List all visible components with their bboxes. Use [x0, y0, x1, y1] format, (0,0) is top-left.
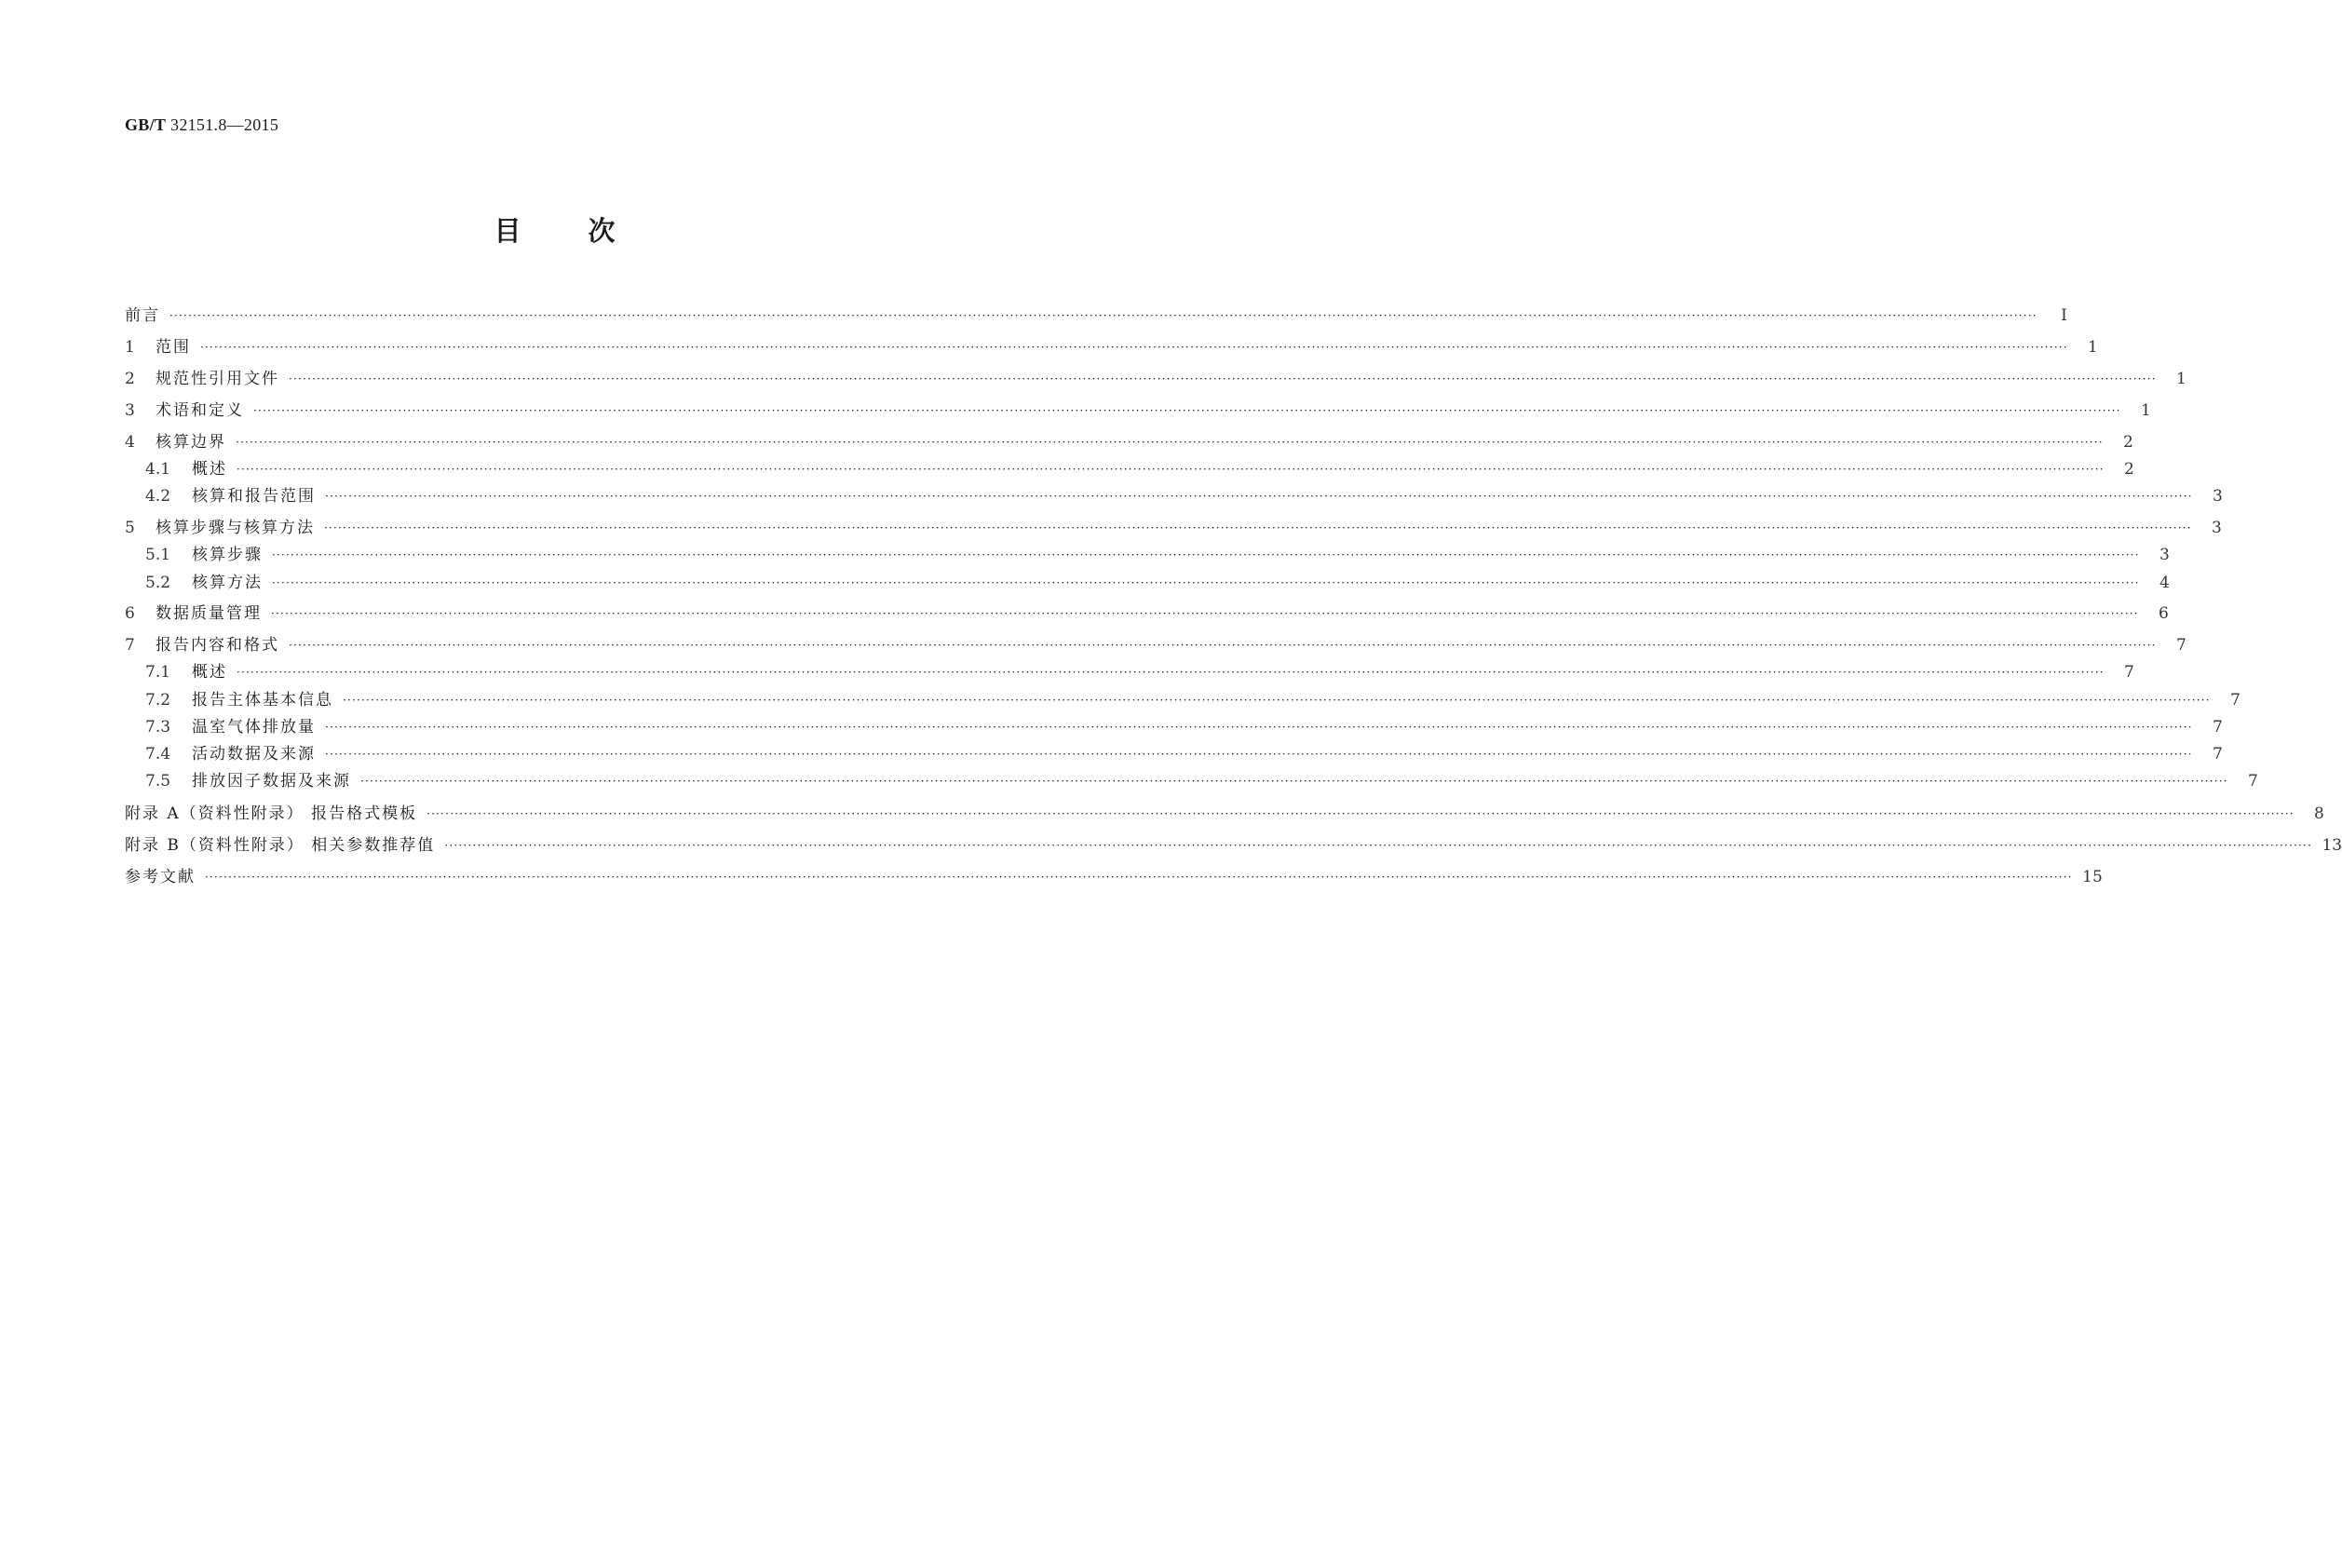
toc-entry-number: 4 — [125, 433, 135, 452]
toc-entry-page: 3 — [2211, 519, 2222, 537]
toc-entry-page: 8 — [2314, 804, 2324, 823]
toc-leader-dots: ················································································································································································································································································································································································································ — [200, 341, 2068, 354]
toc-leader-dots: ················································································································································································································································································································································································································ — [271, 607, 2139, 620]
toc-entry[interactable] — [125, 367, 2186, 389]
toc-entry-label: 核算和报告范围 — [192, 487, 316, 506]
toc-entry[interactable] — [125, 457, 2134, 480]
toc-entry[interactable] — [125, 660, 2134, 683]
toc-entry-number: 1 — [125, 338, 135, 357]
toc-entry-page: 2 — [2122, 433, 2133, 452]
toc-entry[interactable] — [125, 304, 2067, 326]
toc-leader-dots: ················································································································································································································································································································································································································ — [289, 639, 2157, 652]
toc-entry-page: 6 — [2158, 604, 2169, 623]
toc-entry[interactable] — [125, 543, 2170, 565]
toc-entry[interactable] — [125, 833, 2342, 856]
toc-leader-dots: ················································································································································································································································································································································································································ — [360, 775, 2228, 788]
toc-entry-label: 核算步骤与核算方法 — [156, 519, 315, 537]
toc-entry-label: 附录 B（资料性附录） 相关参数推荐值 — [125, 836, 436, 855]
toc-entry-label: 核算步骤 — [192, 546, 263, 564]
toc-leader-dots: ················································································································································································································································································································································································································ — [324, 521, 2192, 534]
toc-entry-label: 术语和定义 — [156, 401, 244, 420]
toc-entry-page: 7 — [2212, 745, 2223, 764]
toc-entry-label: 活动数据及来源 — [192, 745, 316, 764]
toc-entry-number: 4.1 — [145, 460, 171, 479]
toc-entry-page: 1 — [2175, 370, 2186, 388]
toc-leader-dots: ················································································································································································································································································································································································································ — [444, 839, 2313, 852]
toc-entry-page: 7 — [2229, 691, 2240, 710]
toc-entry-page: 7 — [2175, 636, 2186, 655]
toc-entry-label: 核算方法 — [192, 574, 263, 592]
toc-entry-label: 排放因子数据及来源 — [192, 772, 351, 791]
toc-entry[interactable] — [125, 633, 2186, 656]
toc-entry-page: 4 — [2159, 574, 2170, 592]
toc-leader-dots: ················································································································································································································································································································································································································ — [325, 748, 2193, 761]
toc-entry-page: 2 — [2123, 460, 2134, 479]
toc-entry[interactable] — [125, 430, 2133, 453]
toc-entry-label: 范围 — [156, 338, 191, 357]
toc-entry-label: 规范性引用文件 — [156, 370, 279, 388]
toc-entry-label: 温室气体排放量 — [192, 718, 316, 737]
toc-entry[interactable] — [125, 865, 2103, 887]
toc-entry-number: 7.4 — [145, 745, 171, 764]
toc-leader-dots: ················································································································································································································································································································································································································ — [169, 309, 2037, 322]
toc-entry[interactable] — [125, 516, 2222, 538]
toc-entry-page: 1 — [2140, 401, 2151, 420]
toc-entry[interactable] — [125, 335, 2098, 358]
toc-title-left: 目 — [494, 215, 521, 247]
toc-entry-page: 13 — [2322, 836, 2342, 855]
toc-entry-number: 7.3 — [145, 718, 171, 737]
document-header — [125, 115, 278, 135]
toc-entry-number: 5.1 — [145, 546, 171, 564]
toc-entry-label: 报告主体基本信息 — [192, 691, 333, 710]
toc-entry-page: 3 — [2212, 487, 2223, 506]
toc-entry-number: 4.2 — [145, 487, 171, 506]
toc-entry-label: 概述 — [192, 663, 227, 682]
toc-title — [0, 210, 1109, 249]
toc-entry-number: 2 — [125, 370, 135, 388]
toc-entry[interactable] — [125, 602, 2169, 624]
toc-entry-page: Ⅰ — [2061, 306, 2067, 325]
toc-entry[interactable] — [125, 769, 2258, 791]
toc-entry[interactable] — [125, 802, 2324, 824]
toc-entry-page: 3 — [2159, 546, 2170, 564]
toc-entry-label: 附录 A（资料性附录） 报告格式模板 — [125, 804, 418, 823]
toc-entry-label: 概述 — [192, 460, 227, 479]
toc-entry-page: 1 — [2087, 338, 2098, 357]
toc-entry-number: 5 — [125, 519, 135, 537]
toc-leader-dots: ················································································································································································································································································································································································································ — [237, 666, 2105, 679]
toc-leader-dots: ················································································································································································································································································································································································································ — [237, 463, 2105, 476]
toc-leader-dots: ················································································································································································································································································································································································································ — [289, 372, 2157, 385]
toc-entry-number: 7 — [125, 636, 135, 655]
toc-entry-number: 3 — [125, 401, 135, 420]
toc-leader-dots: ················································································································································································································································································································································································································ — [325, 721, 2193, 734]
toc-leader-dots: ················································································································································································································································································································································································································ — [272, 548, 2140, 561]
toc-entry-label: 数据质量管理 — [156, 604, 262, 623]
toc-entry-number: 7.1 — [145, 663, 171, 682]
toc-leader-dots: ················································································································································································································································································································································································································ — [205, 871, 2073, 884]
toc-entry-label: 参考文献 — [125, 868, 196, 886]
toc-leader-dots: ················································································································································································································································································································································································································ — [325, 490, 2193, 503]
toc-entry-label: 报告内容和格式 — [156, 636, 279, 655]
toc-entry-label: 前言 — [125, 306, 160, 325]
toc-entry[interactable] — [125, 688, 2240, 710]
standard-prefix: GB/T — [125, 115, 167, 134]
standard-number: 32151.8—2015 — [170, 115, 279, 134]
toc-leader-dots: ················································································································································································································································································································································································································ — [426, 807, 2295, 820]
toc-entry-number: 7.5 — [145, 772, 171, 791]
toc-entry[interactable] — [125, 715, 2223, 737]
toc-title-right: 次 — [588, 215, 616, 247]
toc-entry[interactable] — [125, 571, 2170, 593]
toc-entry-label: 核算边界 — [156, 433, 226, 452]
toc-entry-page: 15 — [2082, 868, 2103, 886]
toc-entry[interactable] — [125, 399, 2151, 421]
toc-entry[interactable] — [125, 484, 2223, 507]
toc-entry-number: 5.2 — [145, 574, 171, 592]
toc-leader-dots: ················································································································································································································································································································································································································ — [236, 436, 2104, 449]
toc-entry-page: 7 — [2123, 663, 2134, 682]
toc-entry-page: 7 — [2247, 772, 2258, 791]
toc-entry[interactable] — [125, 742, 2223, 764]
toc-entry-number: 6 — [125, 604, 135, 623]
toc-leader-dots: ················································································································································································································································································································································································································ — [343, 694, 2211, 707]
toc-leader-dots: ················································································································································································································································································································································································································ — [272, 576, 2140, 589]
toc-leader-dots: ················································································································································································································································································································································································································ — [253, 404, 2121, 417]
toc-entry-page: 7 — [2212, 718, 2223, 737]
toc-entry-number: 7.2 — [145, 691, 171, 710]
